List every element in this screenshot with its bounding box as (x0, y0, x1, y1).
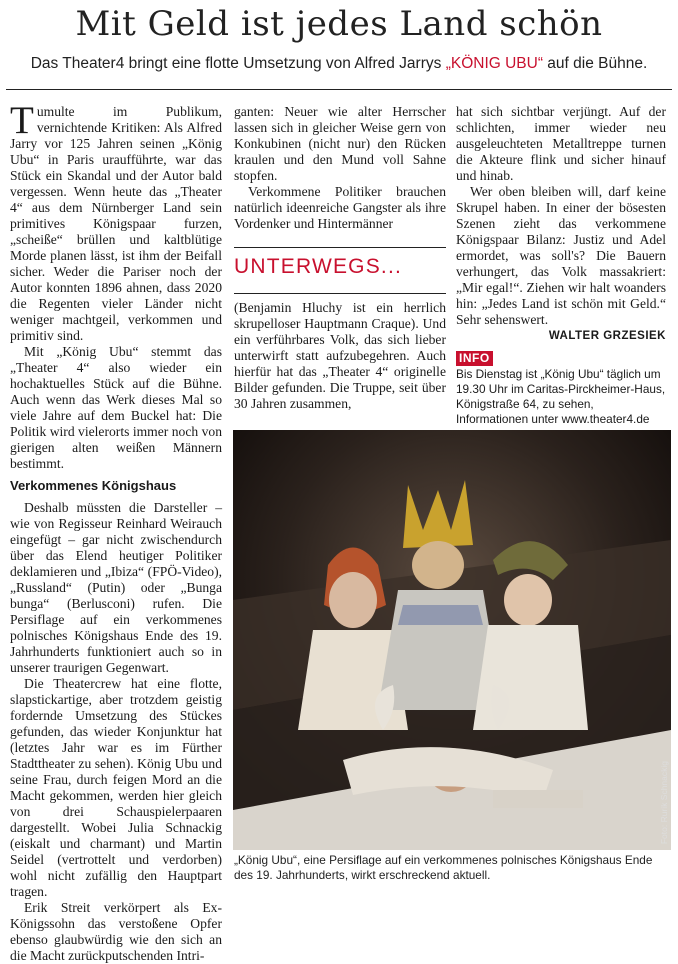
paragraph (456, 184, 666, 342)
paragraph (10, 99, 222, 344)
photo-caption: „König Ubu“, eine Persiflage auf ein verkommenes polnisches Königshaus Ende des 19. Jahrhunderts, wirkt erschreckend aktuell. (234, 853, 653, 882)
column-1 (10, 99, 222, 964)
paragraph: Verkommene Politiker brauchen natürlich ideenreiche Gangster als ihre Vordenker und Hintermänner (234, 184, 446, 231)
photo-credit: Foto: Rurik Schnackig (659, 760, 669, 844)
column-2-continued (234, 300, 446, 412)
paragraph-text: umulte im Publikum, vernichtende Kritiken: Als Alfred Jarry vor 125 Jahren seinen „König Ubu“ in Paris uraufführte, war das Stück ein Skandal und der Autor bald vergessen. Wenn heute das „Theater 4“ aus dem Nürnberger Land sein primitives Königspaar furzen, „scheiße“ brüllen und kaltblütige Morde planen lässt, ist ihm der Beifall sicher. Weder die Pariser noch der Autor konnten 1896 ahnen, dass 2020 die Regenten vieler Länder nicht weniger machtgeil, verkommen und primitiv sind. (10, 104, 222, 343)
header-rule (6, 89, 672, 90)
info-badge: INFO (456, 351, 493, 366)
subline-end: auf die Bühne. (543, 55, 648, 72)
subline-text: Das Theater4 bringt eine flotte Umsetzung von Alfred Jarrys (30, 55, 446, 72)
paragraph: Erik Streit verkörpert als Ex-Königssohn das verstoßene Opfer ebenso glaubwürdig wie den sich an die Macht zurückputschenden Intri- (10, 900, 222, 963)
author-signature: WALTER GRZESIEK (548, 330, 666, 342)
box-rule-top (234, 247, 446, 248)
paragraph: Deshalb müssten die Darsteller – wie von Regisseur Reinhard Weirauch eingefügt – gar nicht zwischendurch über das Elend heutiger Politiker deklamieren und „Ibiza“ (FPÖ-Video), „Russland“ (Putin) oder „Bunga bunga“ (Berlusconi) rufen. Die Persiflage auf ein verkommenes polnisches Königshaus Ende des 19. Jahrhunderts funktioniert auch so in unserer traurigen Gegenwart. (10, 500, 222, 675)
paragraph: Mit „König Ubu“ stemmt das „Theater 4“ also wieder ein hochaktuelles Stück auf die Bühne. Auch wenn das Werk dieses Mal so viele Jahre auf dem Buckel hat: Die Politik wird vielerorts immer noch von gierigen alten weißen Männern bestimmt. (10, 344, 222, 471)
paragraph: Die Theatercrew hat eine flotte, slapstickartige, aber trotzdem geistig fordernde Umsetzung des Stückes gefunden, das wieder Konjunktur hat (letztes Jahr war es im Fürther Stadttheater zu sehen). König Ubu und seine Frau, durch feigen Mord an die Macht gekommen, werden hier gleich von drei Schauspielerpaaren dargestellt. Wobei Julia Schnackig (eiskalt und charmant) und Martin Seidel (vertrottelt und verdorben) wohl nicht zufällig den Hauptpart tragen. (10, 676, 222, 899)
paragraph: (Benjamin Hluchy ist ein herrlich skrupelloser Hauptmann Craque). Und ein verführbares Volk, das sich lieber unterwirft statt aufzubegehren. Auch hierfür hat das „Theater 4“ originelle Bilder gefunden. Die Truppe, seit über 30 Jahren zusammen, (234, 300, 446, 411)
paragraph: ganten: Neuer wie alter Herrscher lassen sich in gleicher Weise gern von Konkubinen (nicht nur) den Rücken kraulen und den Mund voll Sahne stopfen. (234, 104, 446, 183)
headline: Mit Geld ist jedes Land schön (75, 4, 603, 44)
column-2 (234, 104, 446, 232)
stage-photo-image (233, 430, 671, 850)
stage-photo (233, 430, 671, 850)
subline-play-title: „KÖNIG UBU“ (445, 55, 543, 72)
unterwegs-label: UNTERWEGS... (234, 255, 403, 278)
subline (0, 54, 678, 74)
drop-cap: T (10, 99, 34, 142)
box-rule-bottom (234, 293, 446, 294)
subheading: Verkommenes Königshaus (10, 478, 177, 493)
column-3 (456, 104, 666, 427)
paragraph: hat sich sichtbar verjüngt. Auf der schlichten, immer wieder neu ausgeleuchteten Metalltreppe turnen die Akteure flink und sicher hinauf und hinab. (456, 104, 666, 183)
paragraph-text: Wer oben bleiben will, darf keine Skrupel haben. In einer der bösesten Szenen zieht das verkommene Königspaar Bilanz: Justiz und Adel ermordet, was soll's? Die Bauern verhungert, das Volk massakriert: „Mir egal!“. Ziehen wir halt woanders hin: „Jedes Land ist schön mit Geld.“ Sehr sehenswert. (456, 184, 666, 327)
unterwegs-box (234, 247, 446, 295)
info-text: Bis Dienstag ist „König Ubu“ täglich um 19.30 Uhr im Caritas-Pirckheimer-Haus, Königstraße 64, zu sehen, Informationen unter www.theater4.de (456, 367, 666, 426)
